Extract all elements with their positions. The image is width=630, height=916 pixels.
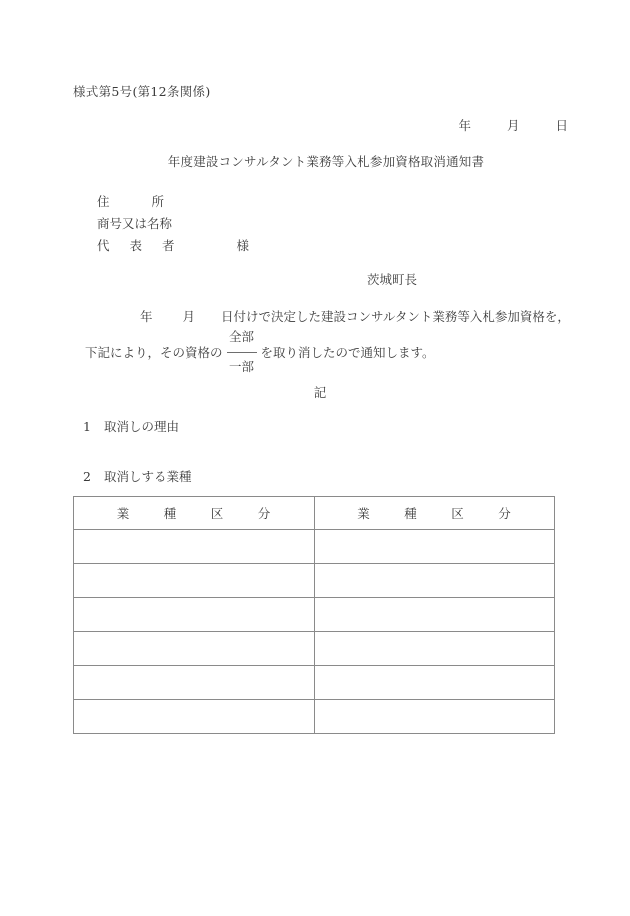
scope-option-partial: 一部 <box>229 359 255 374</box>
address-label-first: 住 <box>97 194 110 209</box>
address-label-second: 所 <box>151 194 165 209</box>
section-1-label: 取消しの理由 <box>104 419 180 434</box>
table-cell-left[interactable] <box>74 632 315 666</box>
document-title: 年度建設コンサルタント業務等入札参加資格取消通知書 <box>167 154 485 169</box>
header-left-char-3: 区 <box>210 506 224 521</box>
company-name-label: 商号又は名称 <box>97 216 173 231</box>
ki-mark: 記 <box>313 385 327 400</box>
date-line <box>0 116 568 134</box>
date-month-label: 月 <box>506 118 520 133</box>
table-cell-right[interactable] <box>314 598 555 632</box>
issuer-name: 茨城町長 <box>367 272 418 287</box>
header-left-char-1: 業 <box>116 506 130 521</box>
table-cell-right[interactable] <box>314 632 555 666</box>
table-cell-left[interactable] <box>74 530 315 564</box>
scope-option-full: 全部 <box>229 329 255 344</box>
table-cell-left[interactable] <box>74 564 315 598</box>
body-year-label: 年 <box>140 309 153 324</box>
date-year-label: 年 <box>458 118 471 133</box>
table-header-cell-left <box>74 497 315 530</box>
header-right-char-2: 種 <box>404 506 418 521</box>
body-month-label: 月 <box>182 309 196 324</box>
table-cell-right[interactable] <box>314 700 555 734</box>
body-line-2-prefix: 下記により，その資格の <box>85 345 223 360</box>
table-cell-left[interactable] <box>74 666 315 700</box>
scope-choice-stack <box>223 329 261 374</box>
table-row[interactable] <box>74 564 555 598</box>
table-row[interactable] <box>74 632 555 666</box>
table-cell-right[interactable] <box>314 564 555 598</box>
addressee-address-row <box>97 191 249 213</box>
honorific-label: 様 <box>236 238 250 253</box>
table-header-cell-right <box>314 497 555 530</box>
table-cell-left[interactable] <box>74 700 315 734</box>
header-right-char-4: 分 <box>498 506 512 521</box>
table-row[interactable] <box>74 598 555 632</box>
form-number: 様式第5号(第12条関係) <box>73 84 211 99</box>
rep-label-third: 者 <box>162 238 175 253</box>
section-trade-types <box>83 467 192 485</box>
section-2-label: 取消しする業種 <box>104 469 192 484</box>
section-1-number: 1 <box>83 419 91 434</box>
table-cell-left[interactable] <box>74 598 315 632</box>
addressee-representative-row <box>97 235 249 257</box>
body-line-1-text: 日付けで決定した建設コンサルタント業務等入札参加資格を， <box>221 309 570 324</box>
body-line-1 <box>140 307 570 325</box>
table-body <box>74 497 555 734</box>
trade-classification-table <box>73 496 555 734</box>
table-cell-right[interactable] <box>314 530 555 564</box>
table-row[interactable] <box>74 666 555 700</box>
section-reason <box>83 417 179 435</box>
table-row[interactable] <box>74 530 555 564</box>
table-header-row <box>74 497 555 530</box>
section-2-number: 2 <box>83 469 91 484</box>
header-left-char-4: 分 <box>257 506 271 521</box>
scope-divider-rule <box>227 352 257 353</box>
date-day-label: 日 <box>555 118 568 133</box>
table-cell-right[interactable] <box>314 666 555 700</box>
addressee-company-row <box>97 213 249 235</box>
table-row[interactable] <box>74 700 555 734</box>
header-right-char-1: 業 <box>357 506 371 521</box>
rep-label-second: 表 <box>129 238 143 253</box>
body-line-2-suffix: を取り消したので通知します。 <box>260 345 435 360</box>
addressee-block <box>97 191 249 257</box>
rep-label-first: 代 <box>97 238 110 253</box>
header-left-char-2: 種 <box>163 506 177 521</box>
body-line-2 <box>85 329 435 374</box>
header-right-char-3: 区 <box>451 506 465 521</box>
